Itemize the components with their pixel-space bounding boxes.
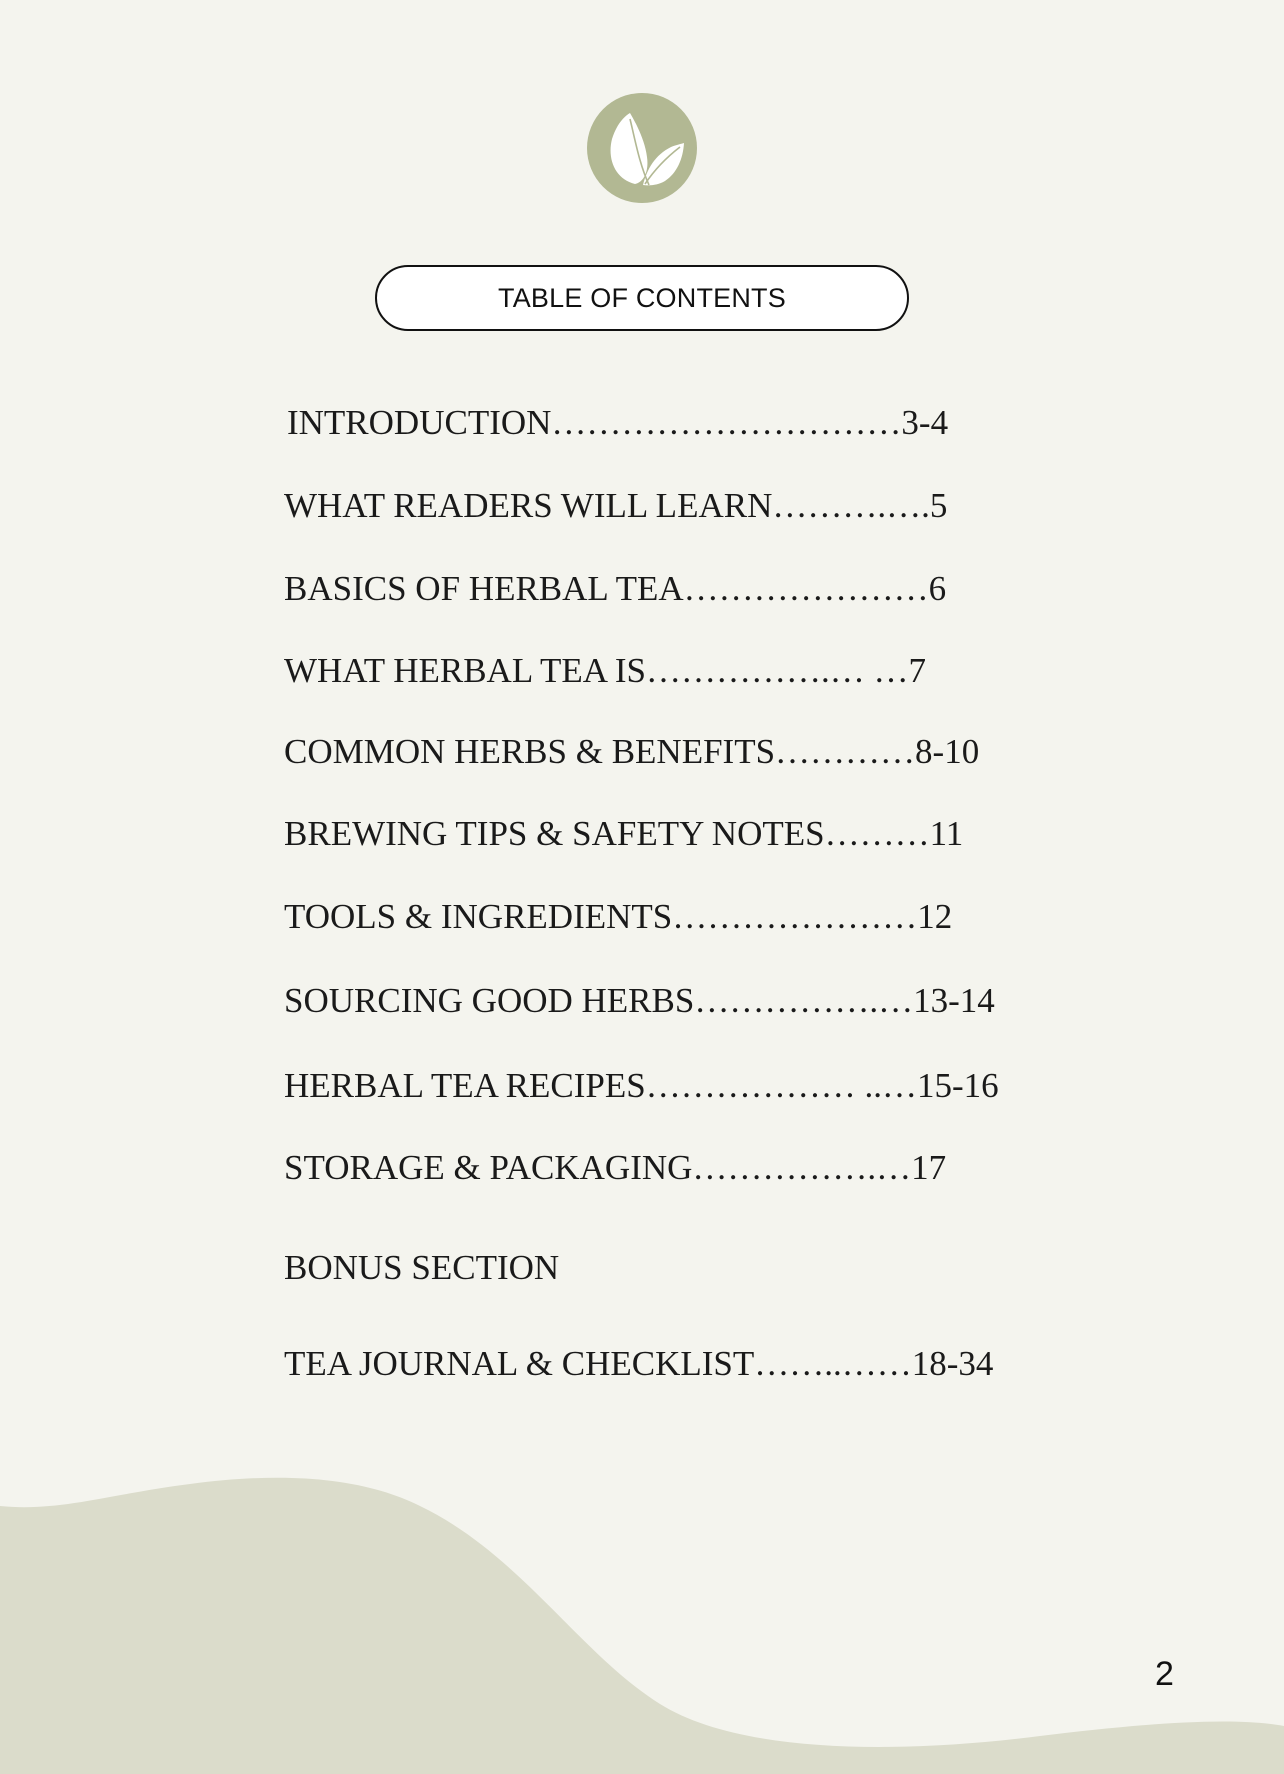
toc-entry-introduction[interactable]: INTRODUCTION…………………………3-4: [287, 403, 949, 442]
toc-entry-common-herbs-benefits[interactable]: COMMON HERBS & BENEFITS…………8-10: [284, 732, 980, 771]
toc-entry-what-herbal-tea-is[interactable]: WHAT HERBAL TEA IS…………….… …7: [284, 651, 926, 690]
toc-entry-brewing-tips-safety[interactable]: BREWING TIPS & SAFETY NOTES………11: [284, 814, 964, 853]
toc-entry-tools-ingredients[interactable]: TOOLS & INGREDIENTS…………………12: [284, 897, 953, 936]
page-number: 2: [1155, 1655, 1174, 1693]
decorative-wave: [0, 1454, 1284, 1774]
toc-entry-sourcing-good-herbs[interactable]: SOURCING GOOD HERBS…………….…13-14: [284, 981, 995, 1020]
toc-entry-basics-of-herbal-tea[interactable]: BASICS OF HERBAL TEA…………………6: [284, 569, 947, 608]
toc-entry-what-readers-will-learn[interactable]: WHAT READERS WILL LEARN……….….5: [284, 486, 948, 525]
toc-entry-tea-journal-checklist[interactable]: TEA JOURNAL & CHECKLIST……..……18-34: [284, 1344, 994, 1383]
toc-title-pill: [375, 265, 909, 331]
toc-entry-herbal-tea-recipes[interactable]: HERBAL TEA RECIPES……………… ..…15-16: [284, 1066, 999, 1105]
toc-title: TABLE OF CONTENTS: [498, 282, 786, 313]
leaf-logo: [587, 93, 697, 203]
leaf-icon: [587, 93, 697, 203]
bonus-section-heading: BONUS SECTION: [284, 1248, 560, 1287]
toc-entry-storage-packaging[interactable]: STORAGE & PACKAGING…………….…17: [284, 1148, 947, 1187]
